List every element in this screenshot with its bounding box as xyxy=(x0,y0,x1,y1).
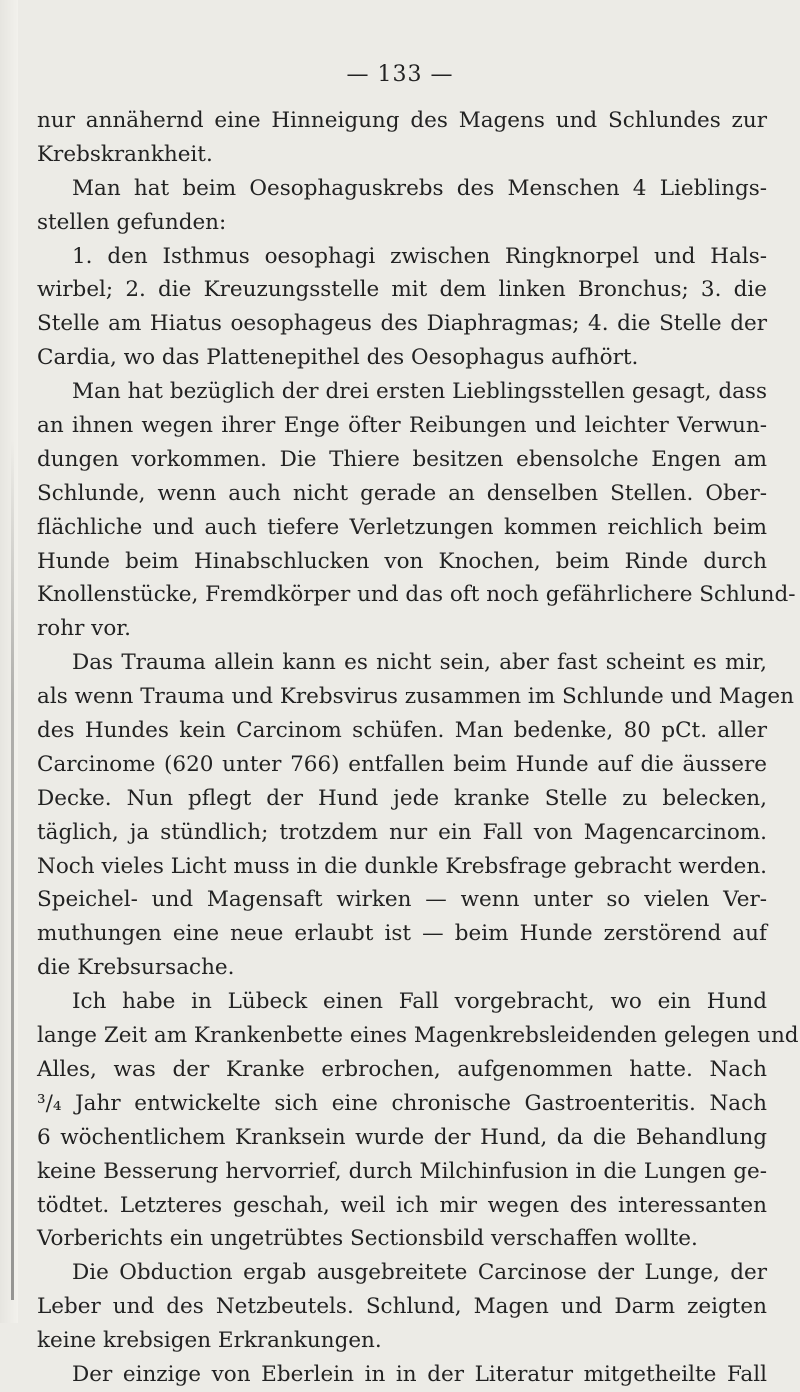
body-text xyxy=(37,104,799,1392)
text-line: 6 wöchentlichem Kranksein wurde der Hund, da die Behandlung xyxy=(37,1124,767,1150)
page-number-header: — 133 — xyxy=(346,62,454,87)
text-line: keine krebsigen Erkrankungen. xyxy=(37,1328,382,1354)
text-line: Das Trauma allein kann es nicht sein, aber fast scheint es mir, xyxy=(72,650,767,676)
text-line: rohr vor. xyxy=(37,616,132,642)
text-line: Die Obduction ergab ausgebreitete Carcinose der Lunge, der xyxy=(72,1260,767,1286)
text-line: Hunde beim Hinabschlucken von Knochen, beim Rinde durch xyxy=(37,548,767,574)
text-line: Vorberichts ein ungetrübtes Sectionsbild verschaffen wollte. xyxy=(37,1226,698,1252)
text-line: Noch vieles Licht muss in die dunkle Krebsfrage gebracht werden. xyxy=(37,853,767,879)
text-line: Schlunde, wenn auch nicht gerade an denselben Stellen. Ober- xyxy=(37,480,767,506)
text-line: Stelle am Hiatus oesophageus des Diaphragmas; 4. die Stelle der xyxy=(37,311,767,337)
text-line: Der einzige von Eberlein in in der Literatur mitgetheilte Fall xyxy=(72,1361,767,1387)
text-line: als wenn Trauma und Krebsvirus zusammen im Schlunde und Magen xyxy=(37,684,794,710)
text-line: des Hundes kein Carcinom schüfen. Man bedenke, 80 pCt. aller xyxy=(37,718,767,744)
text-line: Alles, was der Kranke erbrochen, aufgenommen hatte. Nach xyxy=(37,1056,767,1082)
text-line: Leber und des Netzbeutels. Schlund, Magen und Darm zeigten xyxy=(37,1294,767,1320)
text-line: stellen gefunden: xyxy=(37,209,227,235)
text-line: Speichel- und Magensaft wirken — wenn unter so vielen Ver- xyxy=(37,887,767,913)
text-line: Cardia, wo das Plattenepithel des Oesophagus aufhört. xyxy=(37,345,639,371)
text-line: wirbel; 2. die Kreuzungsstelle mit dem linken Bronchus; 3. die xyxy=(37,277,767,303)
text-line: Ich habe in Lübeck einen Fall vorgebracht, wo ein Hund xyxy=(72,989,767,1015)
text-line: tödtet. Letzteres geschah, weil ich mir wegen des interessanten xyxy=(37,1192,767,1218)
text-line: Man hat bezüglich der drei ersten Lieblingsstellen gesagt, dass xyxy=(72,379,767,405)
text-line: Carcinome (620 unter 766) entfallen beim Hunde auf die äussere xyxy=(37,751,767,777)
text-line: Man hat beim Oesophaguskrebs des Menschen 4 Lieblings- xyxy=(72,175,767,201)
text-line: nur annähernd eine Hinneigung des Magens und Schlundes zur xyxy=(37,108,767,133)
text-line: lange Zeit am Krankenbette eines Magenkrebsleidenden gelegen und xyxy=(37,1023,799,1049)
page-binding-edge xyxy=(0,0,18,1323)
text-line: an ihnen wegen ihrer Enge öfter Reibungen und leichter Verwun- xyxy=(37,413,767,439)
text-line: täglich, ja stündlich; trotzdem nur ein Fall von Magencarcinom. xyxy=(37,819,767,845)
text-line: flächliche und auch tiefere Verletzungen kommen reichlich beim xyxy=(37,514,767,540)
text-line: Knollenstücke, Fremdkörper und das oft noch gefährlichere Schlund- xyxy=(37,582,796,608)
text-line: Decke. Nun pflegt der Hund jede kranke Stelle zu belecken, xyxy=(37,785,767,811)
text-line: die Krebsursache. xyxy=(37,955,235,981)
text-line: ³/₄ Jahr entwickelte sich eine chronische Gastroenteritis. Nach xyxy=(37,1090,767,1116)
text-line: dungen vorkommen. Die Thiere besitzen ebensolche Engen am xyxy=(37,446,767,472)
text-line: keine Besserung hervorrief, durch Milchinfusion in die Lungen ge- xyxy=(37,1158,767,1184)
text-line: Krebskrankheit. xyxy=(37,141,213,167)
text-line: 1. den Isthmus oesophagi zwischen Ringknorpel und Hals- xyxy=(72,243,767,269)
text-line: muthungen eine neue erlaubt ist — beim Hunde zerstörend auf xyxy=(37,921,767,947)
